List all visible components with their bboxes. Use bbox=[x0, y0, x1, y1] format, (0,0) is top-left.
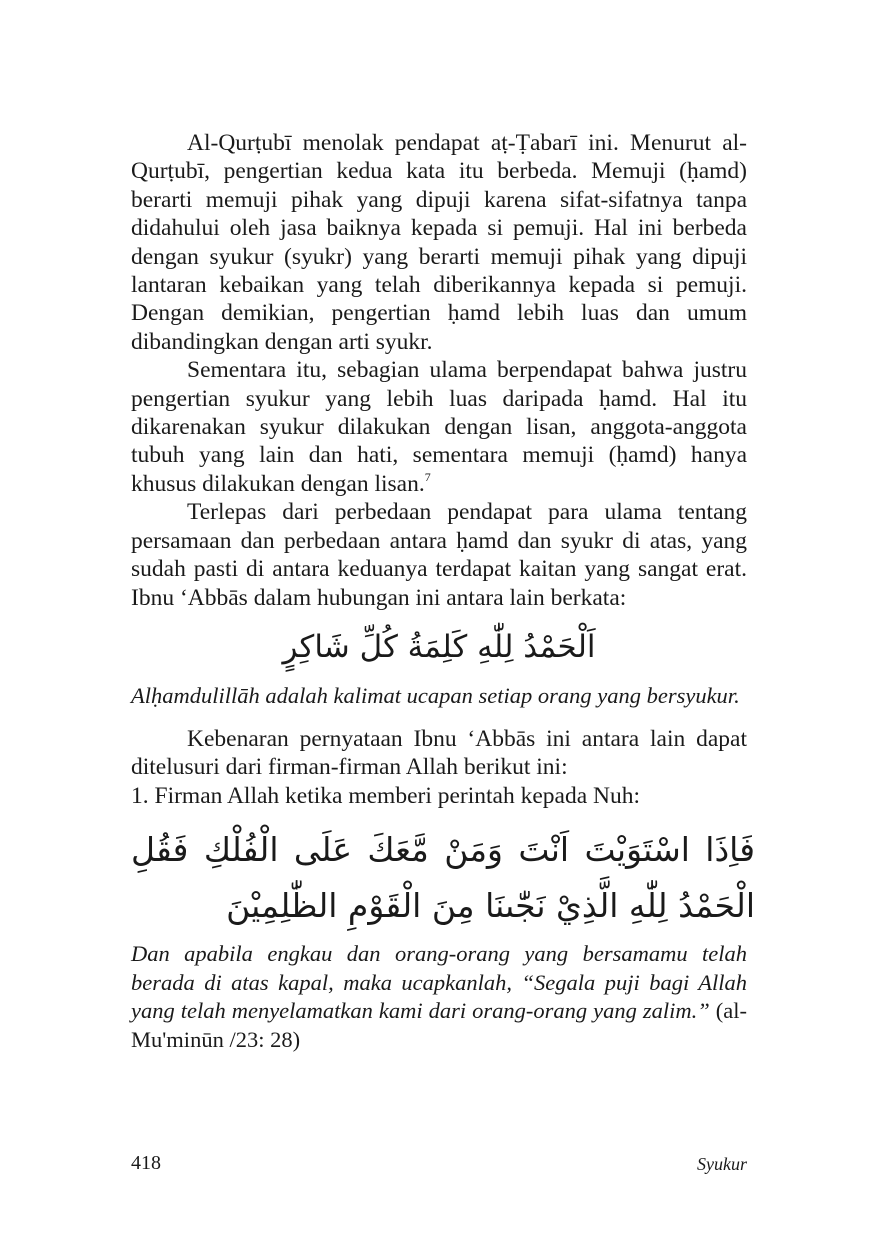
paragraph-2-text: Sementara itu, sebagian ulama berpendapat bahwa justru pengertian syukur yang lebih luas daripada ḥamd. Hal itu dikarenakan syukur dilakukan dengan lisan, anggota-anggota tubuh yang lain dan hati, sementara memuji (ḥamd) hanya khusus dilakukan dengan lisan. bbox=[131, 357, 747, 497]
arabic-quote: اَلْحَمْدُ لِلّٰهِ كَلِمَةُ كُلِّ شَاكِرٍ bbox=[282, 629, 596, 665]
page-number: 418 bbox=[131, 1152, 161, 1174]
running-title: Syukur bbox=[697, 1154, 747, 1174]
paragraph-4 bbox=[131, 725, 747, 782]
translation-quote bbox=[131, 682, 747, 711]
paragraph-3-text: Terlepas dari perbedaan pendapat para ulama tentang persamaan dan perbedaan antara ḥamd dan syukr di atas, yang sudah pasti di antara keduanya terdapat kaitan yang sangat erat. Ibnu ‘Abbās dalam hubungan ini antara lain berkata: bbox=[131, 499, 747, 611]
body-text-bottom bbox=[131, 725, 747, 810]
paragraph-2 bbox=[131, 356, 747, 498]
list-item-1-text: 1. Firman Allah ketika memberi perintah kepada Nuh: bbox=[131, 782, 641, 809]
translation-verse bbox=[131, 940, 747, 1054]
list-item-1 bbox=[131, 782, 747, 810]
paragraph-1 bbox=[131, 129, 747, 356]
paragraph-3 bbox=[131, 498, 747, 612]
translation-verse-text: Dan apabila engkau dan orang-orang yang bersamamu telah berada di atas kapal, maka ucapkanlah, “Segala puji bagi Allah yang telah menyelamatkan kami dari orang-orang yang zalim.” bbox=[131, 941, 747, 1024]
footnote-marker: 7 bbox=[424, 469, 431, 484]
verse-reference: (al-Mu'minūn /23: 28) bbox=[131, 998, 747, 1052]
body-text-top bbox=[131, 129, 747, 612]
arabic-verse: فَاِذَا اسْتَوَيْتَ اَنْتَ وَمَنْ مَّعَكَ عَلَى الْفُلْكِ فَقُلِ الْحَمْدُ لِلّٰهِ الَّذِيْ نَجّٰىنَا مِنَ الْقَوْمِ الظّٰلِمِيْنَ bbox=[131, 830, 755, 925]
paragraph-4-text: Kebenaran pernyataan Ibnu ‘Abbās ini antara lain dapat ditelusuri dari firman-firman Allah berikut ini: bbox=[131, 726, 747, 781]
translation-quote-text: Alḥamdulillāh adalah kalimat ucapan setiap orang yang bersyukur. bbox=[131, 683, 740, 708]
page-footer bbox=[131, 1152, 747, 1176]
paragraph-1-text: Al-Qurṭubī menolak pendapat aṭ-Ṭabarī ini. Menurut al-Qurṭubī, pengertian kedua kata itu berbeda. Memuji (ḥamd) berarti memuji pihak yang dipuji karena sifat-sifatnya tanpa didahului oleh jasa baiknya kepada si pemuji. Hal ini berbeda dengan syukur (syukr) yang berarti memuji pihak yang dipuji lantaran kebaikan yang telah diberikannya kepada si pemuji. Dengan demikian, pengertian ḥamd lebih luas dan umum dibandingkan dengan arti syukr. bbox=[131, 130, 747, 355]
